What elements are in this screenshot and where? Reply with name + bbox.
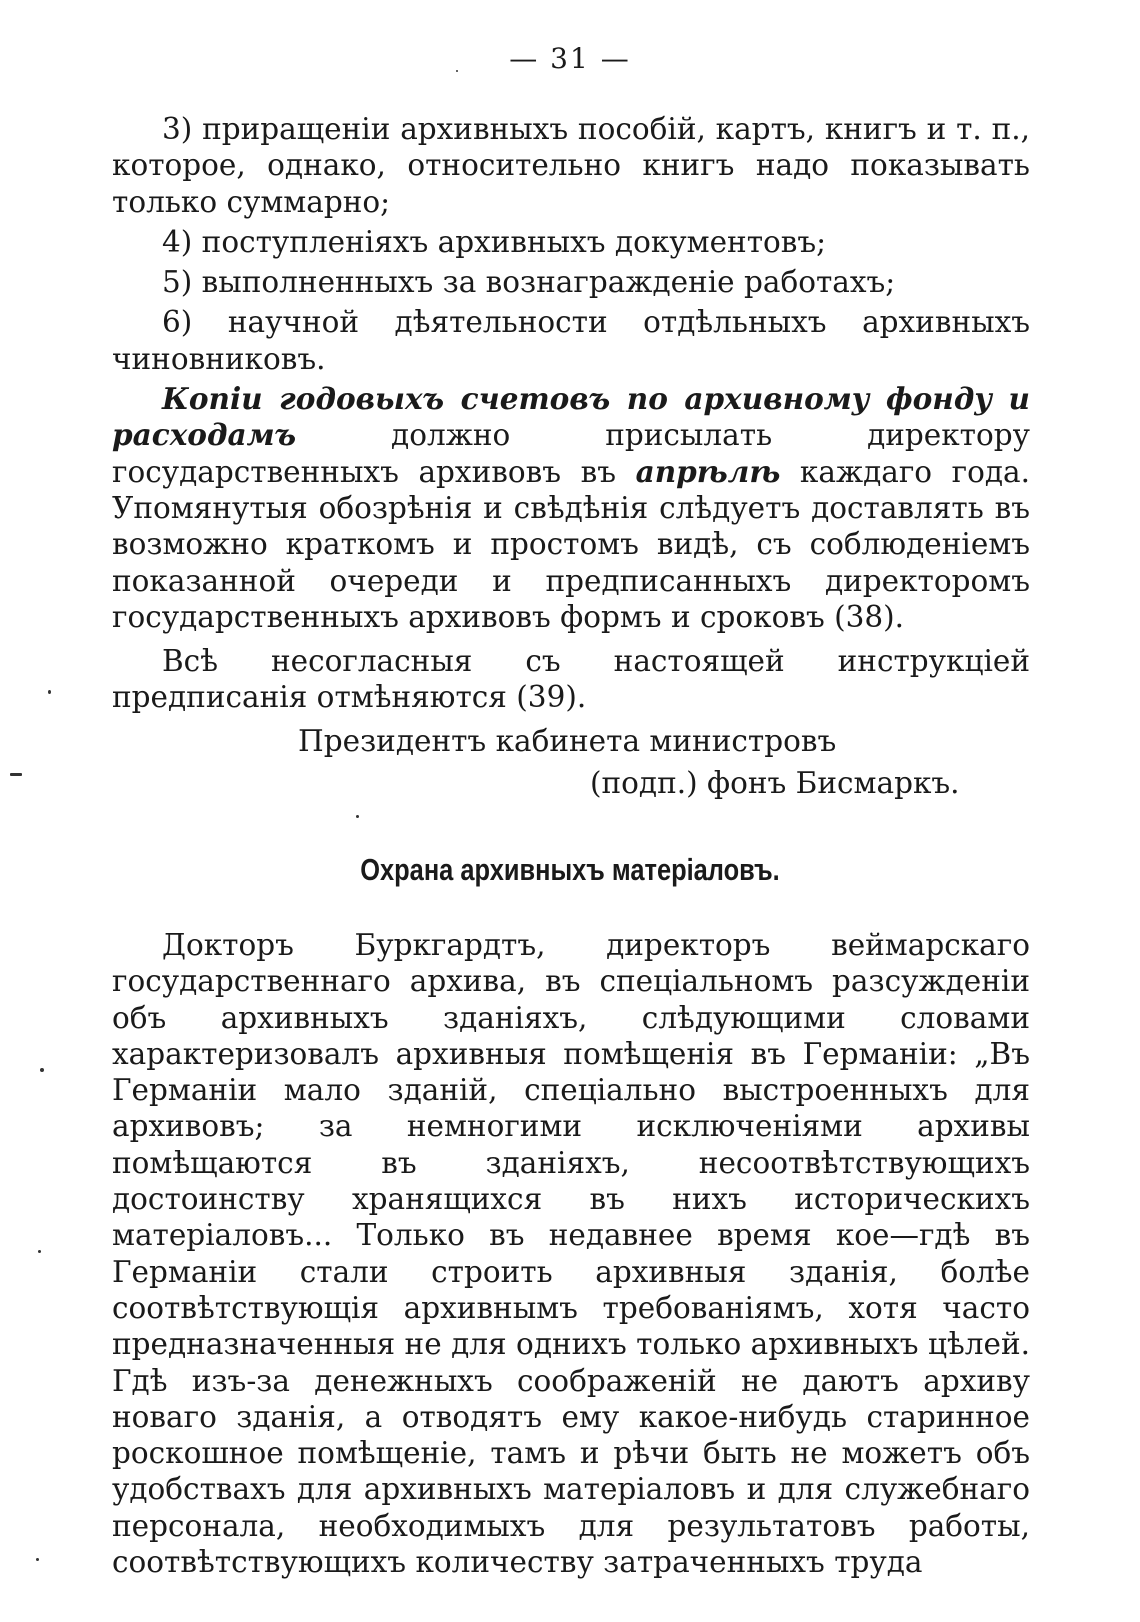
list-item-6: 6) научной дѣятельности отдѣльныхъ архивныхъ чиновниковъ. — [112, 305, 1030, 376]
instruction-list — [112, 111, 1030, 716]
repeal-paragraph: Всѣ несогласныя съ настоящей инструкціей предписанія отмѣняются (39). — [112, 644, 1030, 715]
copies-paragraph — [112, 381, 1030, 635]
scan-speck — [36, 1558, 39, 1561]
body-paragraph: Докторъ Буркгардтъ, директоръ веймарскаго государственнаго архива, въ спеціальномъ разсужденіи объ архивныхъ зданіяхъ, слѣдующими словами характеризовалъ архивныя помѣщенія въ Германіи: „Въ Германіи мало зданій, спеціально выстроенныхъ для архивовъ; за немногими исключеніями архивы помѣщаются въ зданіяхъ, несоотвѣтствующихъ достоинству хранящихся въ нихъ историческихъ матеріаловъ... Только въ недавнее время кое—гдѣ въ Германіи стали строить архивныя зданія, болѣе соотвѣтствующія архивнымъ требованіямъ, хотя часто предназначенныя не для однихъ только архивныхъ цѣлей. Гдѣ изъ-за денежныхъ соображеній не даютъ архиву новаго зданія, а отводятъ ему какое-нибудь старинное роскошное помѣщеніе, тамъ и рѣчи быть не можетъ объ удобствахъ для архивныхъ матеріаловъ и для служебнаго персонала, необходимыхъ для результатовъ работы, соотвѣтствующихъ количеству затраченныхъ труда — [112, 928, 1030, 1580]
list-item-5: 5) выполненныхъ за вознагражденіе работахъ; — [162, 265, 896, 300]
signature-title: Президентъ кабинета министровъ — [298, 724, 837, 758]
signature-name: (подп.) фонъ Бисмаркъ. — [590, 766, 960, 800]
scan-speck — [48, 690, 51, 694]
list-item-3: 3) приращеніи архивныхъ пособій, картъ, книгъ и т. п., которое, однако, относительно книгъ надо показывать только суммарно; — [112, 112, 1030, 219]
section-heading: Охрана архивныхъ матеріаловъ. — [360, 852, 780, 887]
copies-italic-phrase: Копіи годовыхъ счетовъ по архивному фонду и расходамъ — [112, 381, 1030, 453]
scan-speck — [40, 1068, 44, 1072]
page-number: — 31 — — [509, 42, 631, 75]
scan-mark — [10, 773, 22, 776]
copies-text-2: каждаго года. Упомянутыя обозрѣнія и свѣдѣнія слѣдуетъ доставлять въ возможно краткомъ и простомъ видѣ, съ соблюденіемъ показанной очереди и предписанныхъ директоромъ государственныхъ архивовъ формъ и сроковъ (38). — [112, 454, 1031, 634]
scan-speck — [456, 70, 458, 72]
list-item-4: 4) поступленіяхъ архивныхъ документовъ; — [162, 224, 827, 259]
scan-speck — [356, 815, 359, 818]
copies-italic-month: апрѣлѣ — [635, 453, 781, 489]
copies-text-1: должно присылать директору государственныхъ архивовъ въ — [112, 418, 1030, 489]
body-text — [112, 927, 1030, 1580]
scan-speck — [38, 1250, 41, 1253]
